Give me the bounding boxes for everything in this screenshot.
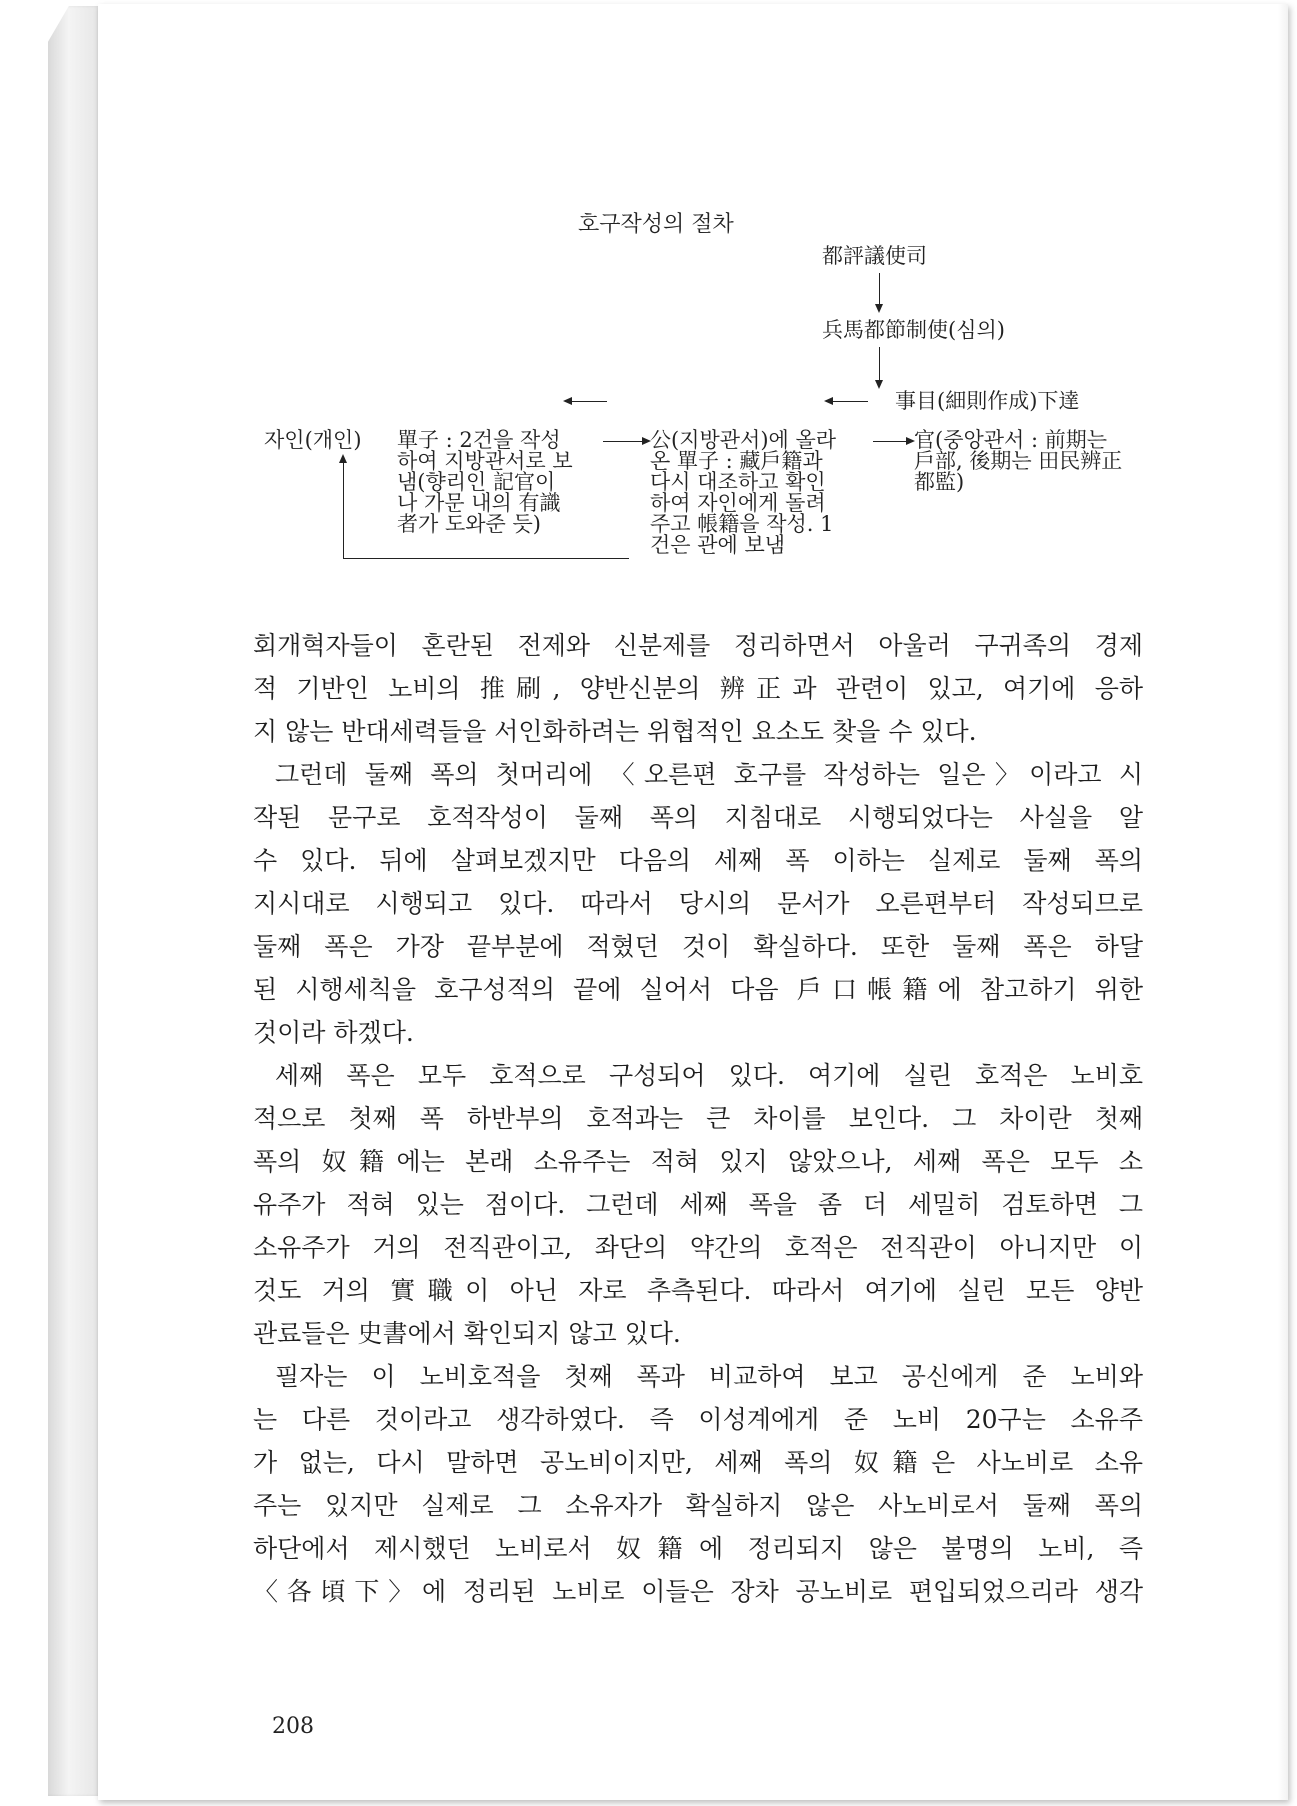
arrow-left-2 <box>826 401 868 402</box>
loop-vertical <box>343 462 344 558</box>
node-mid: 兵馬都節制使(심의) <box>822 318 1005 342</box>
paragraph-1: 회개혁자들이 혼란된 전제와 신분제를 정리하면서 아울러 구귀족의 경제 적 기반인 노비의 推刷, 양반신분의 辨正과 관련이 있고, 여기에 응하 지 않는 반대세력들을 서인화하려는 위협적인 요소도 찾을 수 있다. <box>253 631 1143 746</box>
procedure-diagram <box>0 0 1297 590</box>
page-number: 208 <box>272 1714 314 1739</box>
connector-mid-rules <box>879 347 880 381</box>
arrow-step2-step3 <box>873 441 909 442</box>
node-step1: 單子 : 2건을 작성 하여 지방관서로 보 냄(향리인 記官이 나 가문 내의 有識 者가 도와준 듯) <box>397 428 573 536</box>
arrow-down-2 <box>875 380 883 389</box>
arrow-left-1 <box>565 401 607 402</box>
paragraph-4: 필자는 이 노비호적을 첫째 폭과 비교하여 보고 공신에게 준 노비와 는 다른 것이라고 생각하였다. 즉 이성계에게 준 노비 20구는 소유주 가 없는, 다시 말하면 공노비이지만, 세째 폭의 奴籍은 사노비로 소유 주는 있지만 실제로 그 소유자가 확실하지 않은 사노비로서 둘째 폭의 하단에서 제시했던 노비로서 奴籍에 정리되지 않은 불명의 노비, 즉 〈各頃下〉에 정리된 노비로 이들은 장차 공노비로 편입되었으리라 생각 <box>253 1362 1143 1606</box>
node-step2: 公(지방관서)에 올라 온 單子 : 藏戶籍과 다시 대조하고 확인 하여 자인에게 돌려 주고 帳籍을 작성. 1 건은 관에 보냄 <box>650 428 837 557</box>
diagram-title: 호구작성의 절차 <box>578 212 734 237</box>
paragraph-2: 그런데 둘째 폭의 첫머리에 〈오른편 호구를 작성하는 일은〉이라고 시 작된 문구로 호적작성이 둘째 폭의 지침대로 시행되었다는 사실을 알 수 있다. 뒤에 살펴보겠지만 다음의 세째 폭 이하는 실제로 둘째 폭의 지시대로 시행되고 있다. 따라서 당시의 문서가 오른편부터 작성되므로 둘째 폭은 가장 끝부분에 적혔던 것이 확실하다. 또한 둘째 폭은 하달 된 시행세칙을 호구성적의 끝에 실어서 다음 戶口帳籍에 참고하기 위한 것이라 하겠다. <box>253 760 1143 1047</box>
arrow-down-1 <box>875 304 883 313</box>
node-step3: 官(중앙관서 : 前期는 戶部, 後期는 田民辨正 都監) <box>914 428 1123 494</box>
arrow-step1-step2 <box>603 441 645 442</box>
paragraph-3: 세째 폭은 모두 호적으로 구성되어 있다. 여기에 실린 호적은 노비호 적으로 첫째 폭 하반부의 호적과는 큰 차이를 보인다. 그 차이란 첫째 폭의 奴籍에는 본래 소유주는 적혀 있지 않았으나, 세째 폭은 모두 소 유주가 적혀 있는 점이다. 그런데 세째 폭을 좀 더 세밀히 검토하면 그 소유주가 거의 전직관이고, 좌단의 약간의 호적은 전직관이 아니지만 이 것도 거의 實職이 아닌 자로 추측된다. 따라서 여기에 실린 모든 양반 관료들은 史書에서 확인되지 않고 있다. <box>253 1061 1143 1348</box>
node-top: 都評議使司 <box>822 244 927 268</box>
connector-top-mid <box>879 273 880 305</box>
body-text <box>253 624 1143 1613</box>
loop-horizontal <box>343 558 629 559</box>
node-individual: 자인(개인) <box>264 428 362 452</box>
node-rules: 事目(細則作成)下達 <box>895 389 1080 413</box>
